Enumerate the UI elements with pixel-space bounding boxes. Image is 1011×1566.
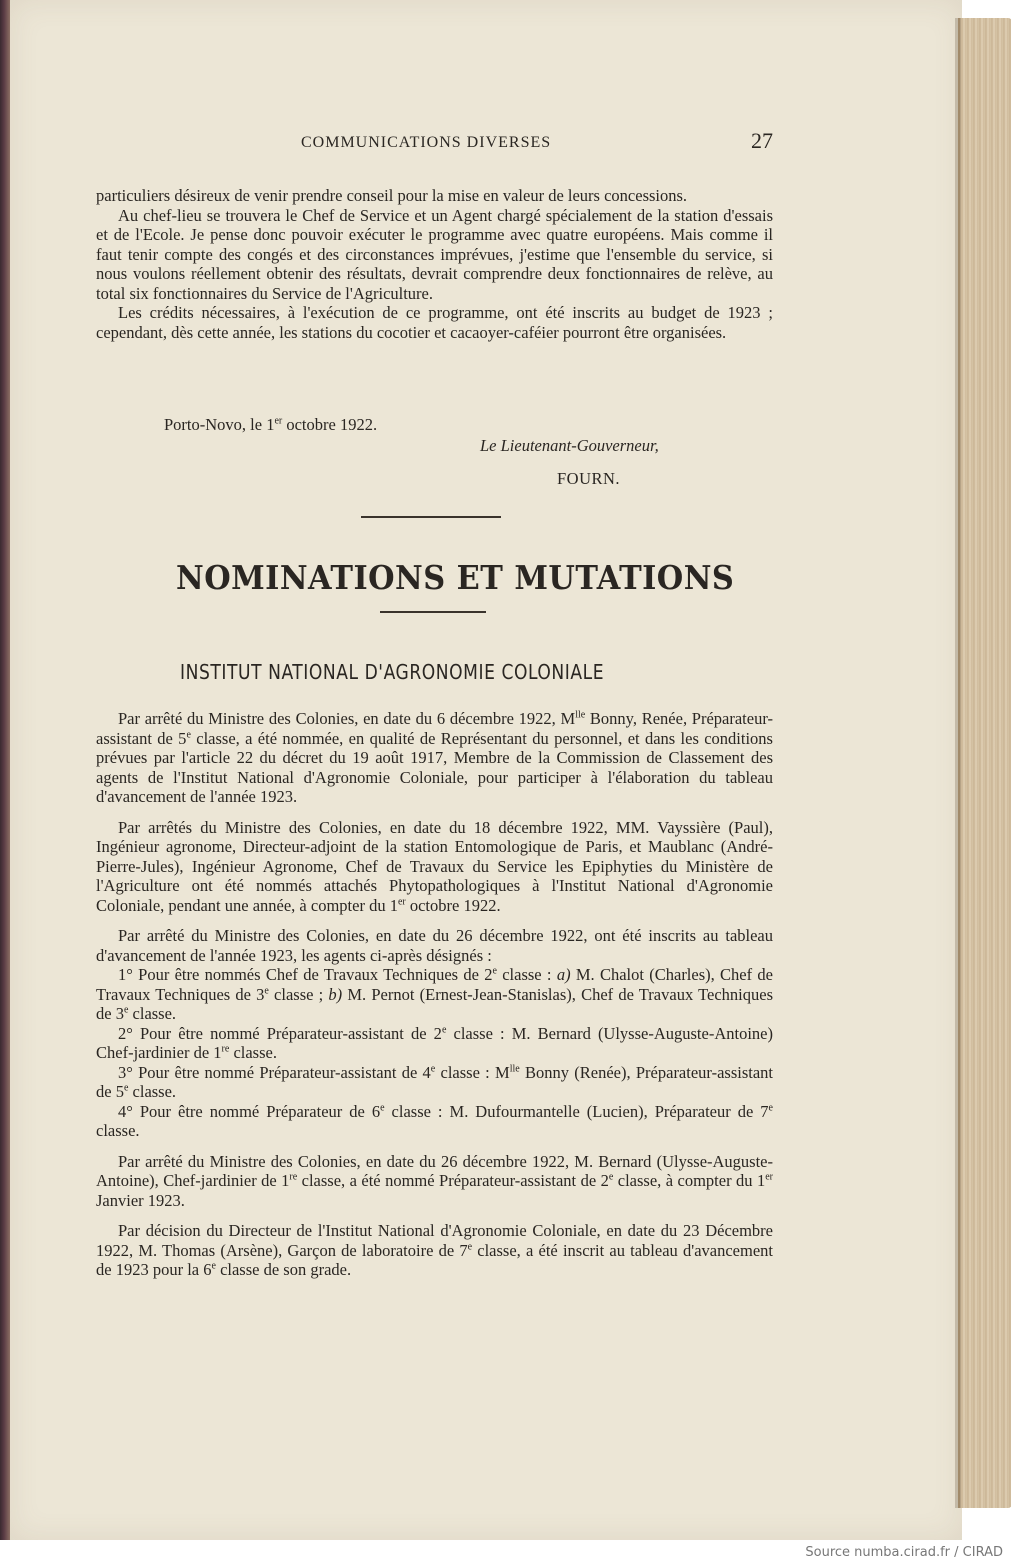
paragraph-tableau-avancement: Par arrêté du Ministre des Colonies, en date du 26 décembre 1922, ont été inscrits au tableau d'avancement de l'année 1923, les agents ci-après désignés : bbox=[96, 926, 773, 965]
signature-name: FOURN. bbox=[557, 469, 621, 488]
nominations-text-block bbox=[96, 709, 773, 1280]
list-item-3: 3° Pour être nommé Préparateur-assistant de 4e classe : $M^{lle}$ Bonny (Renée), Préparateur-assistant de 5e classe. bbox=[96, 1062, 773, 1101]
page-number: 27 bbox=[751, 128, 773, 153]
section-title: NOMINATIONS ET MUTATIONS bbox=[176, 558, 735, 597]
paragraph-continuation: particuliers désireux de venir prendre conseil pour la mise en valeur de leurs concessions. bbox=[96, 186, 688, 205]
source-credit: Source numba.cirad.fr / CIRAD bbox=[805, 1545, 1003, 1560]
paragraph-credits: Les crédits nécessaires, à l'exécution de ce programme, ont été inscrits au budget de 1923 ; cependant, dès cette année, les stations du cocotier et cacaoyer-caféier pourront être organisées. bbox=[96, 303, 773, 342]
paragraph-arrete-bernard: Par arrêté du Ministre des Colonies, en date du 26 décembre 1922, M. Bernard (Ulysse-Auguste-Antoine), Chef-jardinier de 1re classe, a été nommé Préparateur-assistant de 2e classe, à compter du 1er Janvier 1923. bbox=[96, 1151, 774, 1210]
list-item-1: 1° Pour être nommés Chef de Travaux Techniques de 2e classe : a) M. Chalot (Charles), Chef de Travaux Techniques de 3e classe ; b) M. Pernot (Ernest-Jean-Stanislas), Chef de Travaux Techniques de 3e classe. bbox=[96, 965, 773, 1023]
paragraph-arretes-vayssiere: Par arrêtés du Ministre des Colonies, en date du 18 décembre 1922, MM. Vayssière (Paul), Ingénieur agronome, Directeur-adjoint de la station Entomologique de Paris, et Maublanc (André-Pierre-Jules), Ingénieur Agronome, Chef de Travaux du Service les Epiphyties du Ministère de l'Agriculture ont été nommés attachés Phytopathologiques à l'Institut National d'Agronomie Coloniale, pendant une année, à compter du 1er octobre 1922. bbox=[96, 817, 773, 915]
running-head bbox=[96, 128, 773, 156]
signature-role: Le Lieutenant-Gouverneur, bbox=[480, 436, 659, 455]
title-underline bbox=[380, 611, 486, 613]
running-head-title: COMMUNICATIONS DIVERSES bbox=[301, 134, 552, 151]
signature-place-date: Porto-Novo, le 1er octobre 1922. bbox=[164, 415, 378, 434]
list-item-4: 4° Pour être nommé Préparateur de 6e classe : M. Dufourmantelle (Lucien), Préparateur de 7e classe. bbox=[96, 1101, 773, 1140]
page-edge-shadow bbox=[955, 18, 961, 1508]
paragraph-decision-thomas: Par décision du Directeur de l'Institut National d'Agronomie Coloniale, en date du 23 Décembre 1922, M. Thomas (Arsène), Garçon de laboratoire de 7e classe, a été inscrit au tableau d'avancement de 1923 pour la 6e classe de son grade. bbox=[96, 1221, 773, 1279]
paragraph-chef-lieu: Au chef-lieu se trouvera le Chef de Service et un Agent chargé spécialement de la station d'essais et de l'Ecole. Je pense donc pouvoir exécuter le programme avec quatre européens. Mais comme il faut tenir compte des congés et des circonstances imprévues, j'estime que l'ensemble du service, si nous voulons réellement obtenir des résultats, devrait comprendre deux fonctionnaires de relève, au total six fonctionnaires du Service de l'Agriculture. bbox=[96, 205, 773, 303]
top-text-block bbox=[96, 186, 773, 342]
section-divider bbox=[361, 516, 501, 518]
book-spine bbox=[0, 0, 10, 1540]
paragraph-arrete-bonny: Par arrêté du Ministre des Colonies, en date du 6 décembre 1922, $M^{lle}$ Bonny, Renée, Préparateur-assistant de 5e classe, a été nommée, en qualité de Représentant du personnel, et dans les conditions prévues par l'article 22 du décret du 19 août 1917, Membre de la Commission de Classement des agents de l'Institut National d'Agronomie Coloniale, pour participer à l'élaboration du tableau d'avancement de l'année 1923. bbox=[96, 709, 773, 806]
subsection-title: INSTITUT NATIONAL D'AGRONOMIE COLONIALE bbox=[180, 660, 605, 684]
page-fore-edge bbox=[958, 18, 1011, 1508]
list-item-2: 2° Pour être nommé Préparateur-assistant de 2e classe : M. Bernard (Ulysse-Auguste-Antoine) Chef-jardinier de 1re classe. bbox=[96, 1023, 773, 1062]
